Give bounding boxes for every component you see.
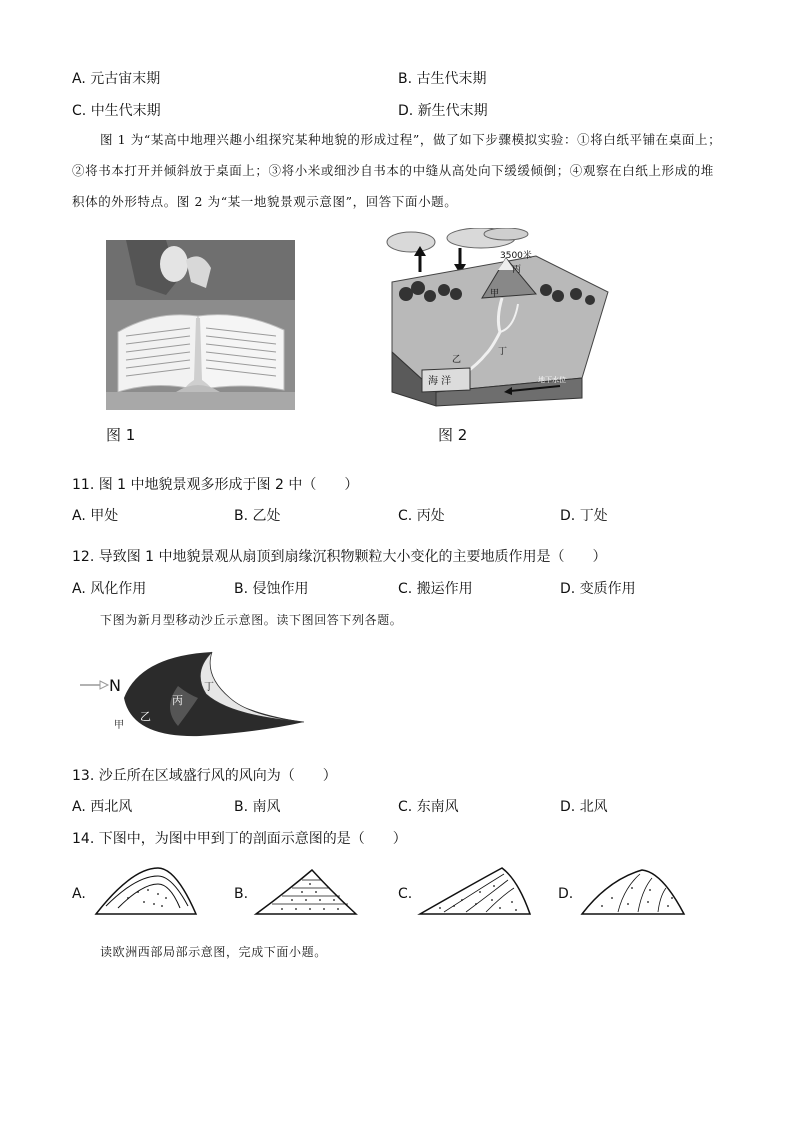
- q10-option-c: C. 中生代末期: [72, 103, 161, 119]
- q14-option-a-label: A.: [72, 886, 86, 902]
- crescent-dune-diagram: [80, 646, 310, 746]
- figure-1-book-photo: [106, 240, 295, 410]
- q12-option-d: D. 变质作用: [560, 581, 636, 597]
- q10-option-d: D. 新生代末期: [398, 103, 488, 119]
- q10-option-b: B. 古生代末期: [398, 71, 487, 87]
- q12-option-a: A. 风化作用: [72, 581, 147, 597]
- elevation-label: 3500米: [500, 251, 532, 261]
- q14-option-b-label: B.: [234, 886, 249, 902]
- q12-option-b: B. 侵蚀作用: [234, 581, 309, 597]
- q14-profile-d: [578, 862, 690, 920]
- north-label: N: [109, 676, 121, 695]
- q14-profile-c: [416, 862, 536, 920]
- q14-option-c-label: C.: [398, 886, 413, 902]
- q10-option-a: A. 元古宙末期: [72, 71, 161, 87]
- figure-2-landscape-diagram: [386, 228, 614, 410]
- q12-stem: 12. 导致图 1 中地貌景观从扇顶到扇缘沉积物颗粒大小变化的主要地质作用是（ ）: [72, 549, 607, 565]
- intro-paragraph-2: 下图为新月型移动沙丘示意图。读下图回答下列各题。: [100, 613, 403, 627]
- label-ocean: 海 洋: [428, 376, 452, 387]
- dune-label-bing: 丙: [172, 694, 183, 707]
- q14-profile-b: [252, 862, 362, 920]
- q11-option-a: A. 甲处: [72, 508, 119, 524]
- label-ding: 丁: [498, 347, 508, 357]
- intro-paragraph-1: 图 1 为“某高中地理兴趣小组探究某种地貌的形成过程”，做了如下步骤模拟实验：①将白纸平铺在桌面上；②将书本打开并倾斜放于桌面上；③将小米或细沙自书本的中缝从高处向下缓缓倾倒；④观察在白纸上形成的堆积体的外形特点。图 2 为“某一地貌景观示意图”，回答下面小题。: [72, 132, 722, 209]
- q14-stem: 14. 下图中，为图中甲到丁的剖面示意图的是（ ）: [72, 831, 407, 847]
- q13-stem: 13. 沙丘所在区域盛行风的风向为（ ）: [72, 768, 337, 784]
- label-bing: 丙: [512, 265, 522, 275]
- q11-option-d: D. 丁处: [560, 508, 608, 524]
- intro-paragraph-3: 读欧洲西部局部示意图，完成下面小题。: [100, 945, 327, 959]
- q14-option-d-label: D.: [558, 886, 574, 902]
- q13-option-a: A. 西北风: [72, 799, 133, 815]
- q14-profile-a: [92, 862, 202, 920]
- q13-option-c: C. 东南风: [398, 799, 459, 815]
- figure-2-caption: 图 2: [438, 426, 468, 444]
- label-yi: 乙: [452, 355, 462, 365]
- dune-label-ding: 丁: [204, 682, 214, 693]
- q13-option-d: D. 北风: [560, 799, 608, 815]
- q11-option-c: C. 丙处: [398, 508, 445, 524]
- label-water-table: 地下水位: [538, 376, 566, 384]
- dune-label-yi: 乙: [140, 710, 151, 723]
- label-jia: 甲: [490, 289, 500, 299]
- q13-option-b: B. 南风: [234, 799, 281, 815]
- q11-option-b: B. 乙处: [234, 508, 281, 524]
- q11-stem: 11. 图 1 中地貌景观多形成于图 2 中（ ）: [72, 477, 359, 493]
- figure-1-caption: 图 1: [106, 426, 136, 444]
- dune-label-jia: 甲: [114, 720, 124, 731]
- q12-option-c: C. 搬运作用: [398, 581, 473, 597]
